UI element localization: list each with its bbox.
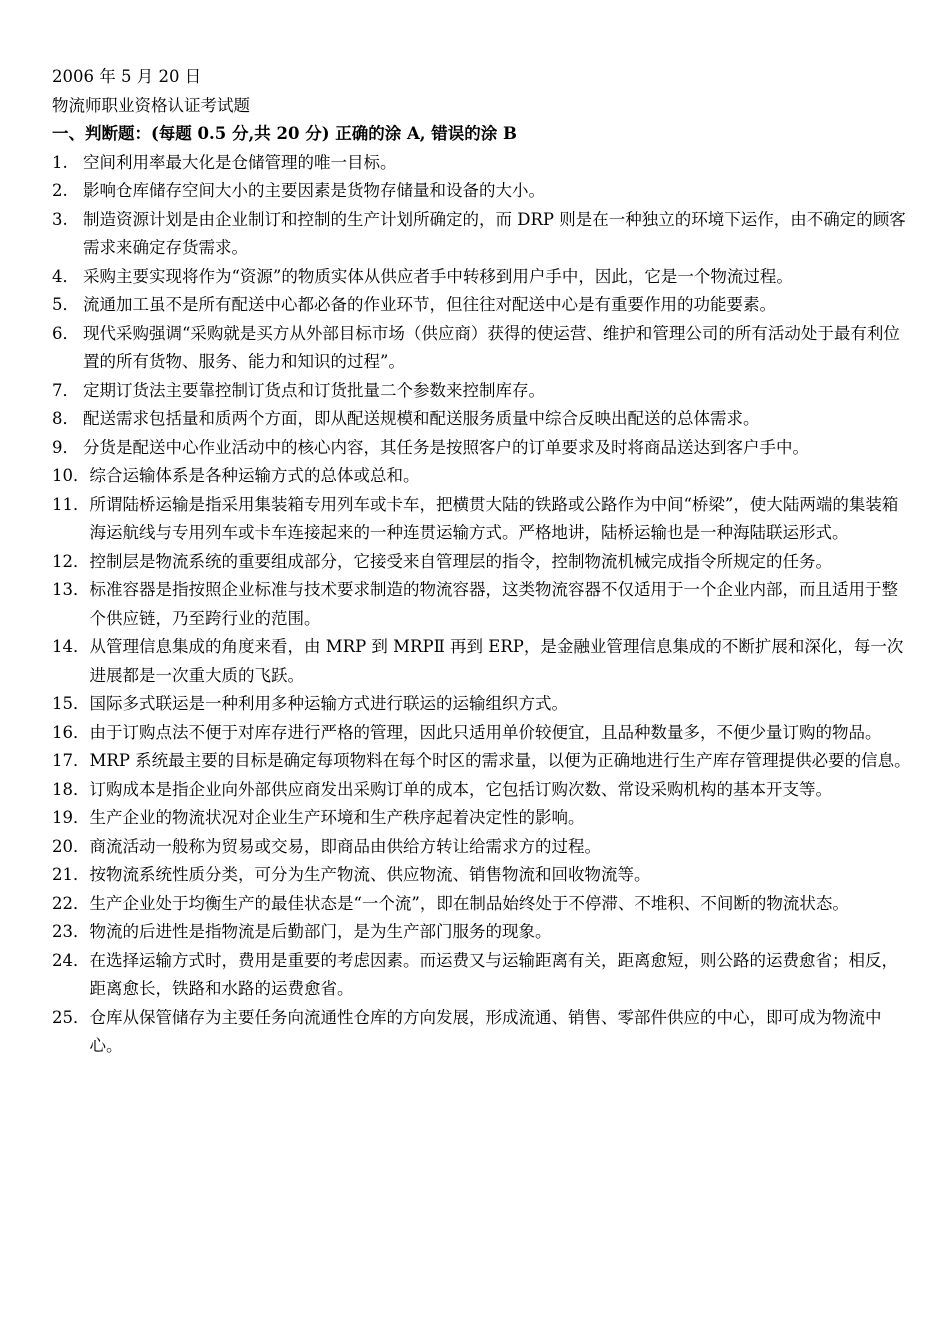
question-text: 从管理信息集成的角度来看，由 MRP 到 MRPⅡ 再到 ERP，是金融业管理信息集成的不断扩展和深化，每一次进展都是一次重大质的飞跃。 <box>89 637 904 685</box>
question-list <box>52 149 912 1061</box>
question-number: 8． <box>52 409 79 428</box>
question-text: 定期订货法主要靠控制订货点和订货批量二个参数来控制库存。 <box>83 380 545 400</box>
question-text: 订购成本是指企业向外部供应商发出采购订单的成本，它包括订购次数、常设采购机构的基本开支等。 <box>89 779 832 799</box>
question-item <box>52 291 912 320</box>
question-item <box>52 776 912 805</box>
question-number: 12． <box>52 551 90 571</box>
question-text: 在选择运输方式时，费用是重要的考虑因素。而运费又与运输距离有关，距离愈短，则公路的运费愈省；相反，距离愈长，铁路和水路的运费愈省。 <box>89 950 898 998</box>
question-item <box>52 747 912 776</box>
question-text: 仓库从保管储存为主要任务向流通性仓库的方向发展，形成流通、销售、零部件供应的中心，即可成为物流中心。 <box>89 1007 882 1055</box>
question-text: 空间利用率最大化是仓储管理的唯一目标。 <box>83 152 397 172</box>
question-item <box>52 548 912 577</box>
question-number: 20． <box>52 836 90 856</box>
question-number: 22． <box>52 893 90 913</box>
question-text: 商流活动一般称为贸易或交易，即商品由供给方转让给需求方的过程。 <box>89 836 601 856</box>
question-text: 综合运输体系是各种运输方式的总体或总和。 <box>89 466 420 485</box>
question-text: 物流的后进性是指物流是后勤部门，是为生产部门服务的现象。 <box>89 922 552 941</box>
document-body <box>52 63 912 1061</box>
question-number: 15． <box>52 694 90 713</box>
exam-title: 物流师职业资格认证考试题 <box>52 95 250 115</box>
question-number: 14． <box>52 637 90 656</box>
question-item <box>52 947 912 1004</box>
question-text: 现代采购强调“采购就是买方从外部目标市场（供应商）获得的使运营、维护和管理公司的所有活动处于最有利位置的所有货物、服务、能力和知识的过程”。 <box>83 323 900 371</box>
question-number: 2. <box>52 181 68 200</box>
question-number: 23． <box>52 922 90 941</box>
question-text: 由于订购点法不便于对库存进行严格的管理，因此只适用单价较便宜，且品种数量多，不便少量订购的物品。 <box>89 722 882 742</box>
question-item <box>52 320 912 377</box>
question-number: 5． <box>52 295 79 314</box>
question-item <box>52 861 912 890</box>
question-item <box>52 833 912 862</box>
question-item <box>52 804 912 833</box>
question-item <box>52 377 912 406</box>
question-item <box>52 719 912 748</box>
question-number: 17． <box>52 751 90 770</box>
question-item <box>52 405 912 434</box>
question-item <box>52 690 912 719</box>
question-number: 25． <box>52 1007 90 1027</box>
question-text: 分货是配送中心作业活动中的核心内容，其任务是按照客户的订单要求及时将商品送达到客户手中。 <box>83 437 809 457</box>
question-number: 11． <box>52 494 90 514</box>
question-number: 19． <box>52 808 90 827</box>
question-number: 1. <box>52 152 68 172</box>
question-number: 4． <box>52 266 79 286</box>
question-item <box>52 149 912 178</box>
question-text: 流通加工虽不是所有配送中心都必备的作业环节，但往往对配送中心是有重要作用的功能要素。 <box>83 295 776 314</box>
exam-date: 2006 年 5 月 20 日 <box>52 67 202 86</box>
question-text: 生产企业的物流状况对企业生产环境和生产秩序起着决定性的影响。 <box>89 808 585 827</box>
question-text: 国际多式联运是一种利用多种运输方式进行联运的运输组织方式。 <box>89 694 568 713</box>
question-number: 7． <box>52 380 79 400</box>
question-text: 按物流系统性质分类，可分为生产物流、供应物流、销售物流和回收物流等。 <box>89 865 651 884</box>
question-item <box>52 576 912 633</box>
question-number: 21． <box>52 865 90 884</box>
question-text: 制造资源计划是由企业制订和控制的生产计划所确定的，而 DRP 则是在一种独立的环境下运作，由不确定的顾客需求来确定存货需求。 <box>83 209 906 257</box>
question-item <box>52 918 912 947</box>
question-text: MRP 系统最主要的目标是确定每项物料在每个时区的需求量，以便为正确地进行生产库存管理提供必要的信息。 <box>89 751 911 770</box>
question-item <box>52 177 912 206</box>
question-item <box>52 434 912 463</box>
question-number: 10． <box>52 466 90 485</box>
question-number: 6． <box>52 323 79 343</box>
question-item <box>52 462 912 491</box>
question-item <box>52 491 912 548</box>
question-text: 影响仓库储存空间大小的主要因素是货物存储量和设备的大小。 <box>83 181 545 200</box>
question-item <box>52 1004 912 1061</box>
question-text: 配送需求包括量和质两个方面，即从配送规模和配送服务质量中综合反映出配送的总体需求。 <box>83 409 760 428</box>
question-item <box>52 633 912 690</box>
question-number: 13． <box>52 580 90 599</box>
question-text: 标准容器是指按照企业标准与技术要求制造的物流容器，这类物流容器不仅适用于一个企业内部，而且适用于整个供应链，乃至跨行业的范围。 <box>89 580 898 628</box>
question-text: 控制层是物流系统的重要组成部分，它接受来自管理层的指令，控制物流机械完成指令所规定的任务。 <box>89 551 832 571</box>
question-number: 9． <box>52 437 79 457</box>
question-number: 18． <box>52 779 90 799</box>
question-text: 采购主要实现将作为“资源”的物质实体从供应者手中转移到用户手中，因此，它是一个物流过程。 <box>83 266 793 286</box>
question-number: 16． <box>52 722 90 742</box>
question-item <box>52 263 912 292</box>
question-item <box>52 206 912 263</box>
question-number: 24． <box>52 950 90 970</box>
question-text: 生产企业处于均衡生产的最佳状态是“一个流”，即在制品始终处于不停滞、不堆积、不间断的物流状态。 <box>89 893 849 913</box>
section-heading: 一、判断题：(每题 0.5 分,共 20 分) 正确的涂 A, 错误的涂 B <box>52 124 517 143</box>
question-item <box>52 890 912 919</box>
question-text: 所谓陆桥运输是指采用集装箱专用列车或卡车，把横贯大陆的铁路或公路作为中间“桥梁”，使大陆两端的集装箱海运航线与专用列车或卡车连接起来的一种连贯运输方式。严格地讲，陆桥运输也是一种海陆联运形式。 <box>89 494 899 542</box>
question-number: 3. <box>52 209 68 229</box>
